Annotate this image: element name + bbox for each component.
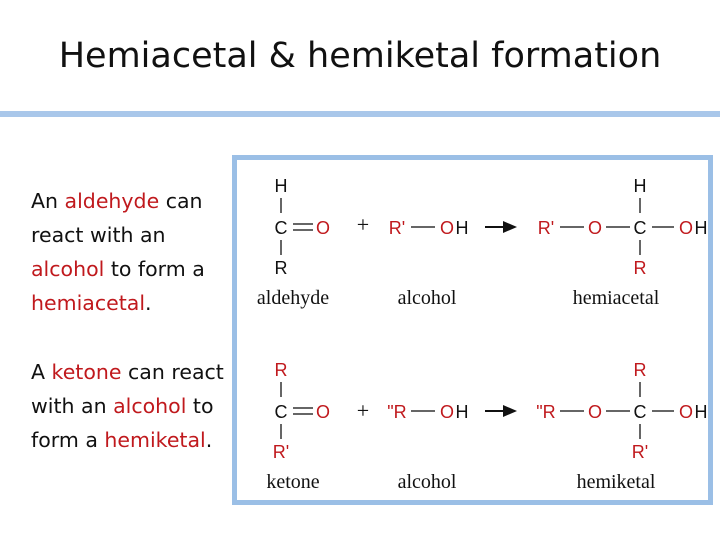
- atom-label: H: [633, 176, 647, 196]
- text: An: [31, 189, 65, 213]
- text: .: [145, 291, 152, 315]
- reaction-scheme: [237, 160, 708, 500]
- atom-label: O: [439, 218, 455, 238]
- term-ketone: ketone: [51, 360, 122, 384]
- atom-label: C: [633, 402, 647, 422]
- atom-label: R': [537, 218, 555, 238]
- arrow-head-icon: [503, 221, 517, 233]
- atom-label: R': [388, 218, 406, 238]
- plus-sign: +: [356, 398, 370, 423]
- atom-label: "R: [536, 402, 556, 422]
- atom-label: H: [455, 402, 469, 422]
- aldehyde-description: [31, 184, 231, 320]
- alcohol-structure: [389, 218, 469, 309]
- caption-hemiketal: hemiketal: [576, 471, 656, 493]
- atom-label: R: [274, 258, 288, 278]
- atom-label: R': [631, 442, 649, 462]
- atom-label: O: [678, 402, 694, 422]
- title-divider: [0, 111, 720, 117]
- plus-sign: +: [356, 212, 370, 237]
- atom-label: H: [694, 402, 708, 422]
- term-alcohol: alcohol: [113, 394, 187, 418]
- ketone-structure: [266, 360, 330, 493]
- caption-ketone: ketone: [266, 471, 320, 493]
- atom-label: O: [587, 402, 603, 422]
- term-aldehyde: aldehyde: [64, 189, 160, 213]
- atom-label: O: [439, 402, 455, 422]
- arrow-head-icon: [503, 405, 517, 417]
- aldehyde-structure: [257, 176, 330, 309]
- caption-hemiacetal: hemiacetal: [572, 287, 660, 309]
- text: can react with an: [31, 360, 224, 418]
- text: to form a: [31, 394, 214, 452]
- ketone-description: [31, 355, 231, 457]
- text: can react with an: [31, 189, 203, 247]
- alcohol-structure: [387, 402, 468, 493]
- text: to form a: [104, 257, 205, 281]
- hemiketal-structure: [536, 360, 707, 493]
- atom-label: R': [272, 442, 290, 462]
- atom-label: C: [274, 218, 288, 238]
- atom-label: C: [633, 218, 647, 238]
- caption-alcohol: alcohol: [397, 471, 457, 493]
- term-alcohol: alcohol: [31, 257, 105, 281]
- reaction-hemiketal: [266, 360, 707, 493]
- atom-label: "R: [387, 402, 407, 422]
- text: A: [31, 360, 52, 384]
- atom-label: R: [633, 360, 647, 380]
- atom-label: H: [455, 218, 469, 238]
- atom-label: R: [274, 360, 288, 380]
- atom-label: O: [678, 218, 694, 238]
- atom-label: H: [694, 218, 708, 238]
- text: .: [205, 428, 213, 452]
- caption-aldehyde: aldehyde: [256, 287, 330, 309]
- atom-label: O: [315, 402, 331, 422]
- atom-label: O: [315, 218, 331, 238]
- atom-label: R: [633, 258, 647, 278]
- reaction-hemiacetal: [257, 176, 708, 309]
- hemiacetal-structure: [538, 176, 708, 309]
- reaction-scheme-panel: [232, 155, 713, 505]
- term-hemiacetal: hemiacetal: [31, 291, 146, 315]
- slide-title: Hemiacetal & hemiketal formation: [58, 36, 662, 76]
- caption-alcohol: alcohol: [397, 287, 457, 309]
- term-hemiketal: hemiketal: [104, 428, 206, 452]
- atom-label: H: [274, 176, 288, 196]
- atom-label: C: [274, 402, 288, 422]
- atom-label: O: [587, 218, 603, 238]
